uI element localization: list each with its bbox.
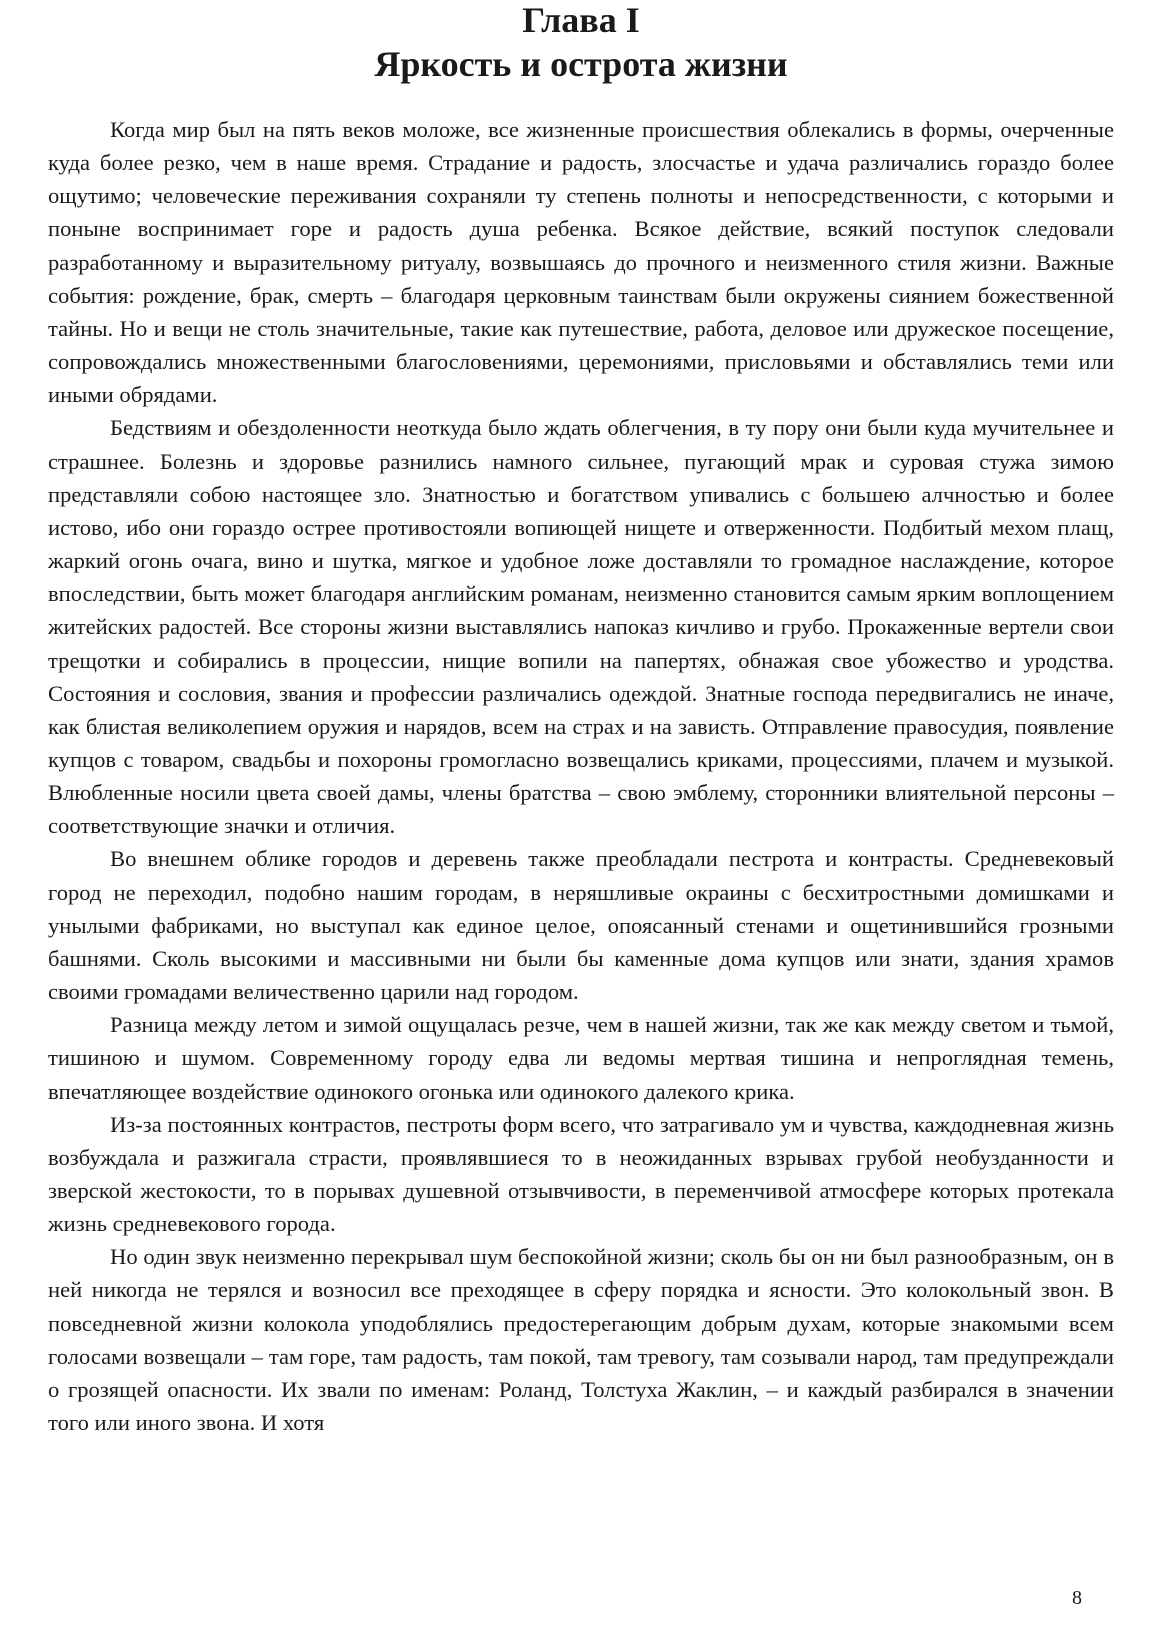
paragraph: Разница между летом и зимой ощущалась резче, чем в нашей жизни, так же как между светом и тьмой, тишиною и шумом. Современному городу едва ли ведомы мертвая тишина и непроглядная темень, впечатляющее воздействие одинокого огонька или одинокого далекого крика. (48, 1012, 1114, 1104)
paragraph: Но один звук неизменно перекрывал шум беспокойной жизни; сколь бы он ни был разнообразным, он в ней никогда не терялся и возносил все преходящее в сферу порядка и ясности. Это колокольный звон. В повседневной жизни колокола уподоблялись предостерегающим добрым духам, которые знакомыми всем голосами возвещали – там горе, там радость, там покой, там тревогу, там созывали народ, там предупреждали о грозящей опасности. Их звали по именам: Роланд, Толстуха Жаклин, – и каждый разбирался в значении того или иного звона. И хотя (48, 1244, 1114, 1436)
chapter-title: Яркость и острота жизни (374, 44, 788, 84)
paragraph: Во внешнем облике городов и деревень также преобладали пестрота и контрасты. Средневековый город не переходил, подобно нашим городам, в неряшливые окраины с бесхитростными домишками и унылыми фабриками, но выступал как единое целое, опоясанный стенами и ощетинившийся грозными башнями. Сколь высокими и массивными ни были бы каменные дома купцов или знати, здания храмов своими громадами величественно царили над городом. (48, 846, 1114, 1005)
paragraph: Бедствиям и обездоленности неоткуда было ждать облегчения, в ту пору они были куда мучительнее и страшнее. Болезнь и здоровье разнились намного сильнее, пугающий мрак и суровая стужа зимою представляли собою настоящее зло. Знатностью и богатством упивались с большею алчностью и более истово, ибо они гораздо острее противостояли вопиющей нищете и отверженности. Подбитый мехом плащ, жаркий огонь очага, вино и шутка, мягкое и удобное ложе доставляли то громадное наслаждение, которое впоследствии, быть может благодаря английским романам, неизменно становится самым ярким воплощением житейских радостей. Все стороны жизни выставлялись напоказ кичливо и грубо. Прокаженные вертели свои трещотки и собирались в процессии, нищие вопили на папертях, обнажая свое убожество и уродства. Состояния и сословия, звания и профессии различались одеждой. Знатные господа передвигались не иначе, как блистая великолепием оружия и нарядов, всем на страх и на зависть. Отправление правосудия, появление купцов с товаром, свадьбы и похороны громогласно возвещались криками, процессиями, плачем и музыкой. Влюбленные носили цвета своей дамы, члены братства – свою эмблему, сторонники влиятельной персоны – соответствующие значки и отличия. (48, 415, 1114, 839)
body-text (48, 113, 1114, 1439)
page-number: 8 (1072, 1587, 1082, 1609)
paragraph: Из-за постоянных контрастов, пестроты форм всего, что затрагивало ум и чувства, каждодневная жизнь возбуждала и разжигала страсти, проявлявшиеся то в неожиданных взрывах грубой необузданности и зверской жестокости, то в порывах душевной отзывчивости, в переменчивой атмосфере которых протекала жизнь средневекового города. (48, 1111, 1114, 1237)
paragraph: Когда мир был на пять веков моложе, все жизненные происшествия облекались в формы, очерченные куда более резко, чем в наше время. Страдание и радость, злосчастье и удача различались гораздо более ощутимо; человеческие переживания сохраняли ту степень полноты и непосредственности, с которыми и поныне воспринимает горе и радость душа ребенка. Всякое действие, всякий поступок следовали разработанному и выразительному ритуалу, возвышаясь до прочного и неизменного стиля жизни. Важные события: рождение, брак, смерть – благодаря церковным таинствам были окружены сиянием божественной тайны. Но и вещи не столь значительные, такие как путешествие, работа, деловое или дружеское посещение, сопровождались множественными благословениями, церемониями, присловьями и обставлялись теми или иными обрядами. (48, 117, 1114, 408)
chapter-label: Глава I (522, 0, 640, 40)
chapter-header (0, 0, 1162, 88)
